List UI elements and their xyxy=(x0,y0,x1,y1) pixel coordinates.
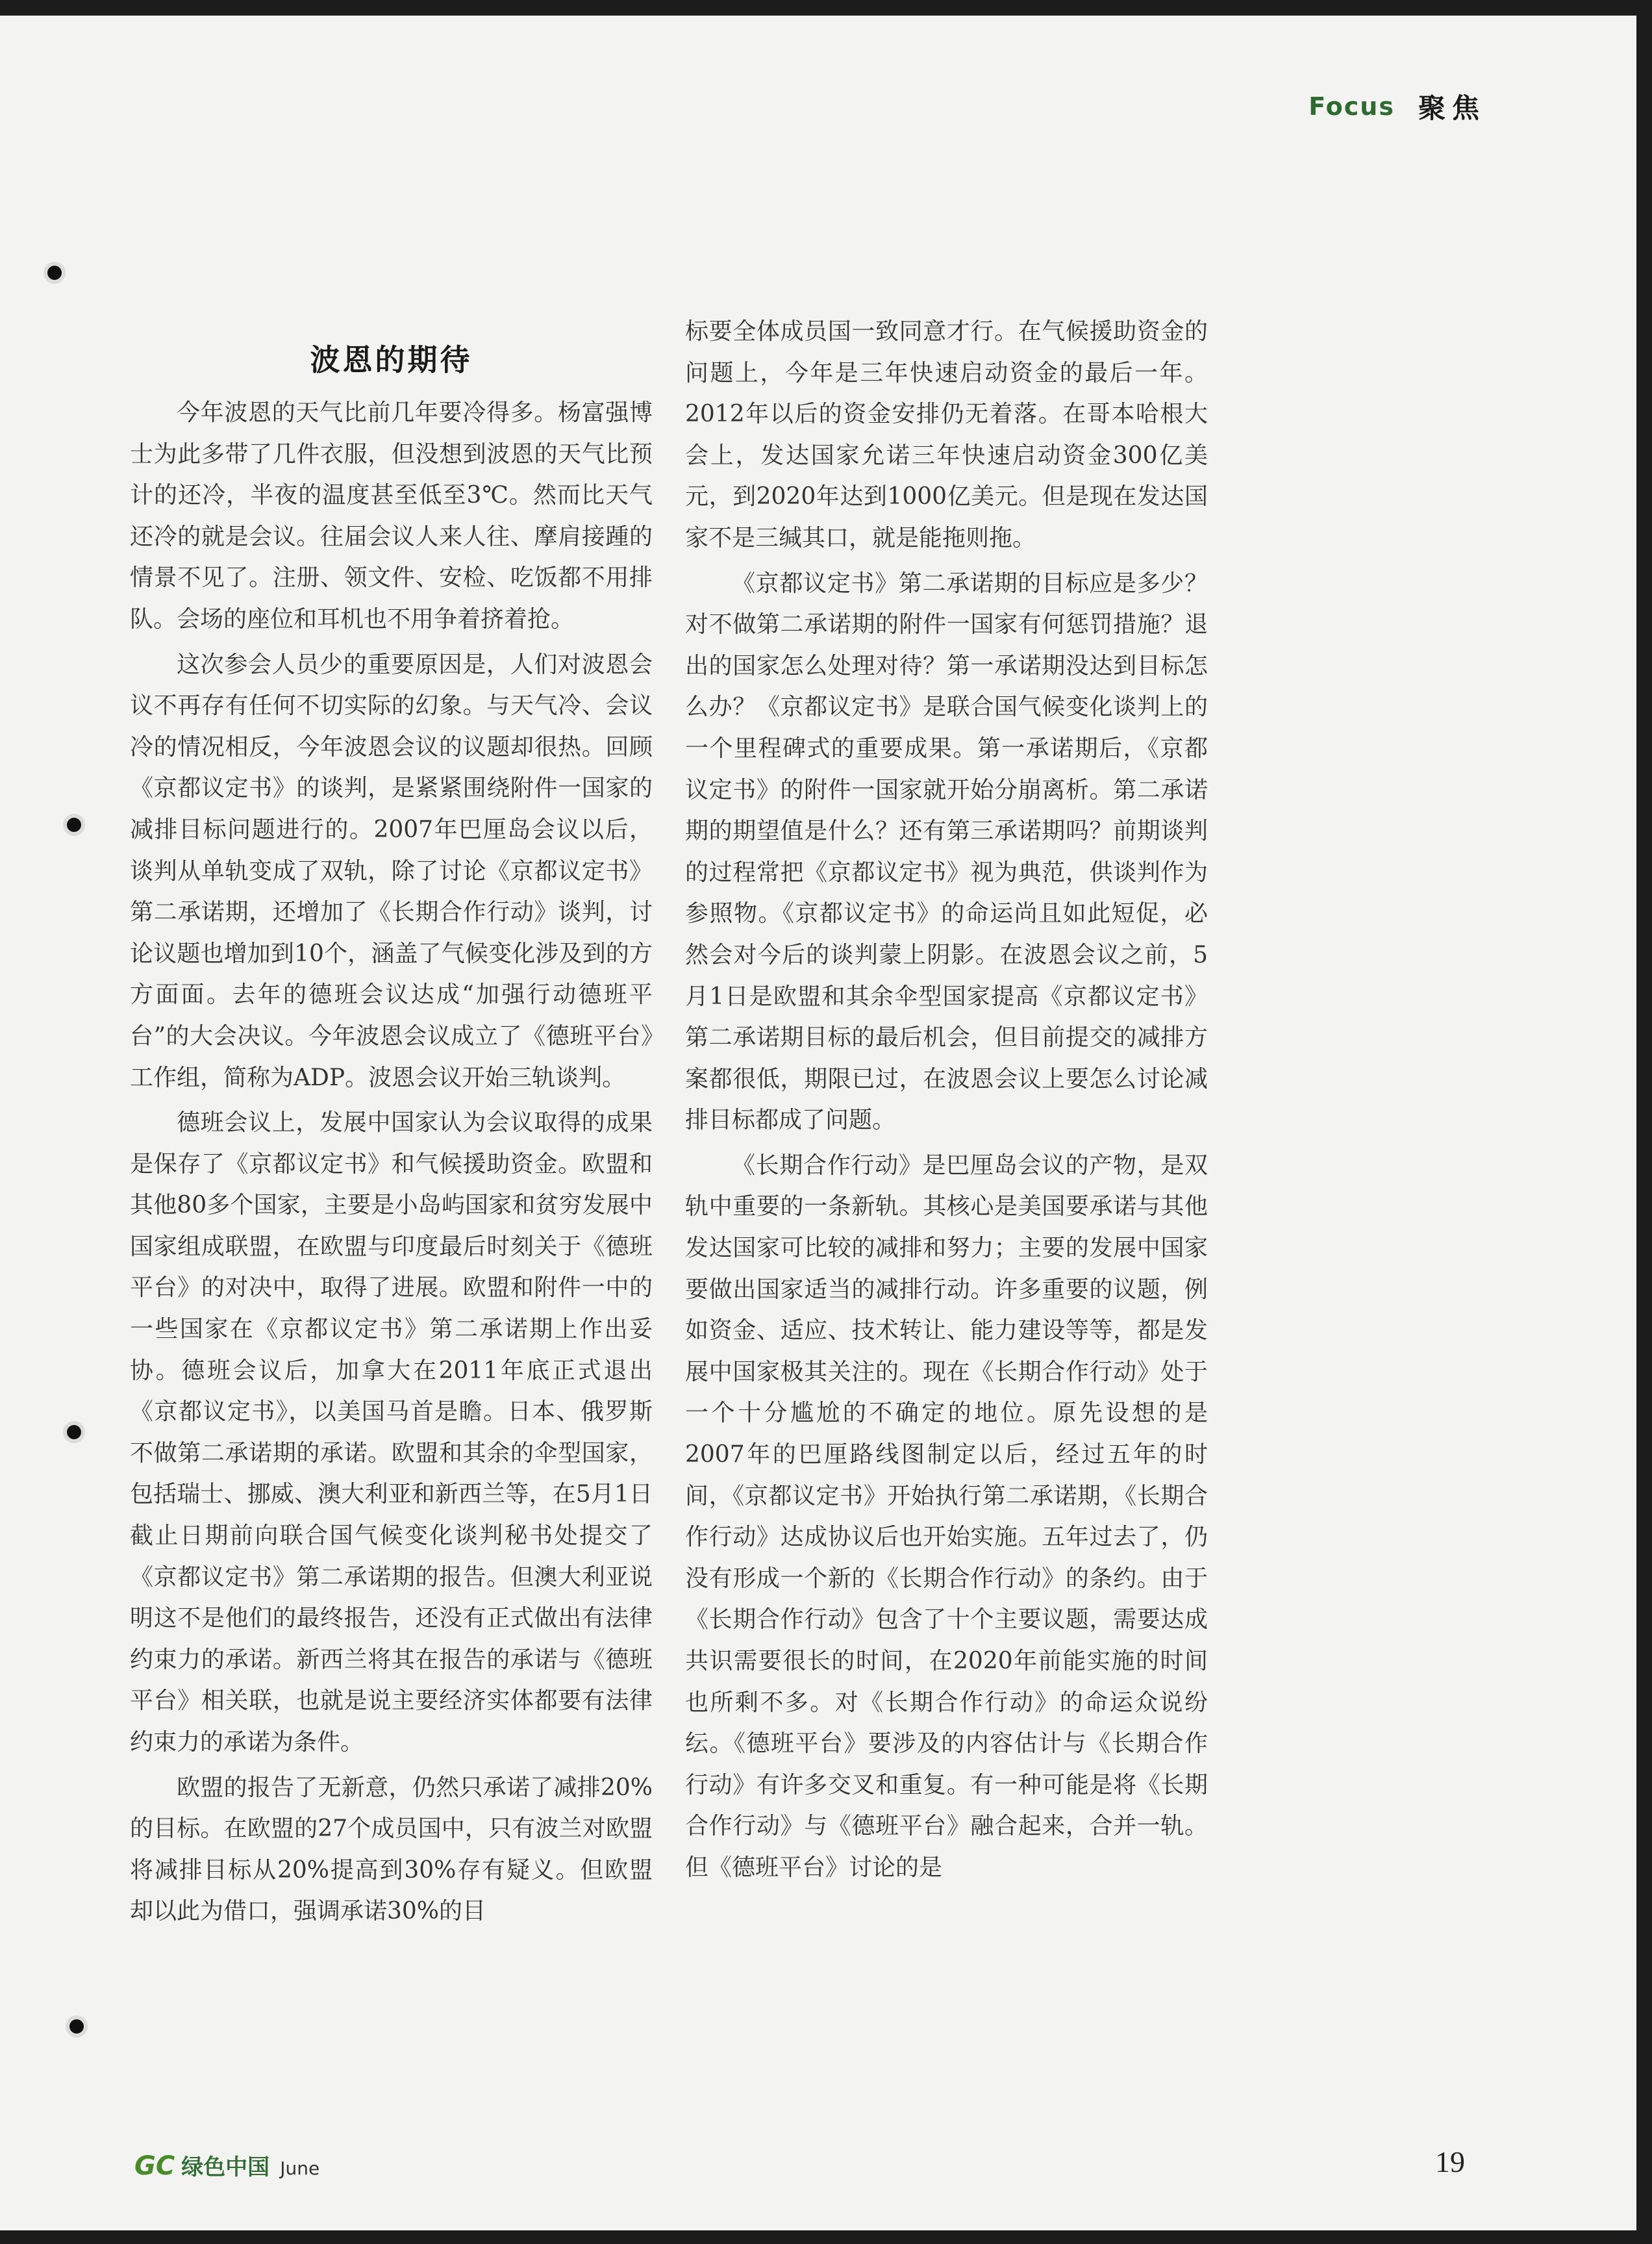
issue-month: June xyxy=(280,2158,320,2179)
section-header xyxy=(1308,87,1486,126)
section-label-en: Focus xyxy=(1308,92,1395,121)
magazine-page xyxy=(0,16,1636,2230)
paragraph-continued: 标要全体成员国一致同意才行。在气候援助资金的问题上，今年是三年快速启动资金的最后一年。2012年以后的资金安排仍无着落。在哥本哈根大会上，发达国家允诺三年快速启动资金300亿美元，到2020年达到1000亿美元。但是现在发达国家不是三缄其口，就是能拖则拖。 xyxy=(685,318,1208,551)
magazine-footer xyxy=(134,2149,319,2181)
binder-hole-icon xyxy=(69,2019,84,2034)
article-column-left xyxy=(130,314,653,1936)
scan-top-edge xyxy=(0,0,1652,16)
binder-hole-icon xyxy=(67,818,81,832)
paragraph: 德班会议上，发展中国家认为会议取得的成果是保存了《京都议定书》和气候援助资金。欧盟和其他80多个国家，主要是小岛屿国家和贫穷发展中国家组成联盟，在欧盟与印度最后时刻关于《德班平台》的对决中，取得了进展。欧盟和附件一中的一些国家在《京都议定书》第二承诺期上作出妥协。德班会议后，加拿大在2011年底正式退出《京都议定书》，以美国马首是瞻。日本、俄罗斯不做第二承诺期的承诺。欧盟和其余的伞型国家，包括瑞士、挪威、澳大利亚和新西兰等，在5月1日截止日期前向联合国气候变化谈判秘书处提交了《京都议定书》第二承诺期的报告。但澳大利亚说明这不是他们的最终报告，还没有正式做出有法律约束力的承诺。新西兰将其在报告的承诺与《德班平台》相关联，也就是说主要经济实体都要有法律约束力的承诺为条件。 xyxy=(130,1109,653,1756)
section-label-zh: 聚焦 xyxy=(1418,92,1486,124)
page-number: 19 xyxy=(1435,2145,1465,2178)
paragraph: 这次参会人员少的重要原因是，人们对波恩会议不再存有任何不切实际的幻象。与天气冷、会议冷的情况相反，今年波恩会议的议题却很热。回顾《京都议定书》的谈判，是紧紧围绕附件一国家的减排目标问题进行的。2007年巴厘岛会议以后，谈判从单轨变成了双轨，除了讨论《京都议定书》第二承诺期，还增加了《长期合作行动》谈判，讨论议题也增加到10个，涵盖了气候变化涉及到的方方面面。去年的德班会议达成“加强行动德班平台”的大会决议。今年波恩会议成立了《德班平台》工作组，简称为ADP。波恩会议开始三轨谈判。 xyxy=(130,651,653,1091)
gc-logo: GC xyxy=(134,2151,175,2181)
binder-hole-icon xyxy=(67,1425,81,1439)
magazine-name: 绿色中国 xyxy=(181,2154,270,2180)
paragraph: 《京都议定书》第二承诺期的目标应是多少？对不做第二承诺期的附件一国家有何惩罚措施？退出的国家怎么处理对待？第一承诺期没达到目标怎么办？《京都议定书》是联合国气候变化谈判上的一个里程碑式的重要成果。第一承诺期后，《京都议定书》的附件一国家就开始分崩离析。第二承诺期的期望值是什么？还有第三承诺期吗？前期谈判的过程常把《京都议定书》视为典范，供谈判作为参照物。《京都议定书》的命运尚且如此短促，必然会对今后的谈判蒙上阴影。在波恩会议之前，5月1日是欧盟和其余伞型国家提高《京都议定书》第二承诺期目标的最后机会，但目前提交的减排方案都很低，期限已过，在波恩会议上要怎么讨论减排目标都成了问题。 xyxy=(685,570,1208,1134)
paragraph: 《长期合作行动》是巴厘岛会议的产物，是双轨中重要的一条新轨。其核心是美国要承诺与其他发达国家可比较的减排和努力；主要的发展中国家要做出国家适当的减排行动。许多重要的议题，例如资金、适应、技术转让、能力建设等等，都是发展中国家极其关注的。现在《长期合作行动》处于一个十分尴尬的不确定的地位。原先设想的是2007年的巴厘路线图制定以后，经过五年的时间，《京都议定书》开始执行第二承诺期，《长期合作行动》达成协议后也开始实施。五年过去了，仍没有形成一个新的《长期合作行动》的条约。由于《长期合作行动》包含了十个主要议题，需要达成共识需要很长的时间，在2020年前能实施的时间也所剩不多。对《长期合作行动》的命运众说纷纭。《德班平台》要涉及的内容估计与《长期合作行动》有许多交叉和重复。有一种可能是将《长期合作行动》与《德班平台》融合起来，合并一轨。但《德班平台》讨论的是 xyxy=(685,1152,1208,1881)
scan-bottom-edge xyxy=(0,2230,1652,2244)
scan-right-edge xyxy=(1636,0,1652,2244)
paragraph: 今年波恩的天气比前几年要冷得多。杨富强博士为此多带了几件衣服，但没想到波恩的天气比预计的还冷，半夜的温度甚至低至3℃。然而比天气还冷的就是会议。往届会议人来人往、摩肩接踵的情景不见了。注册、领文件、安检、吃饭都不用排队。会场的座位和耳机也不用争着挤着抢。 xyxy=(130,399,653,633)
binder-hole-icon xyxy=(47,266,62,280)
article-title: 波恩的期待 xyxy=(310,342,473,377)
paragraph: 欧盟的报告了无新意，仍然只承诺了减排20%的目标。在欧盟的27个成员国中，只有波兰对欧盟将减排目标从20%提高到30%存有疑义。但欧盟却以此为借口，强调承诺30%的目 xyxy=(130,1774,653,1925)
article-column-right xyxy=(685,311,1208,1893)
